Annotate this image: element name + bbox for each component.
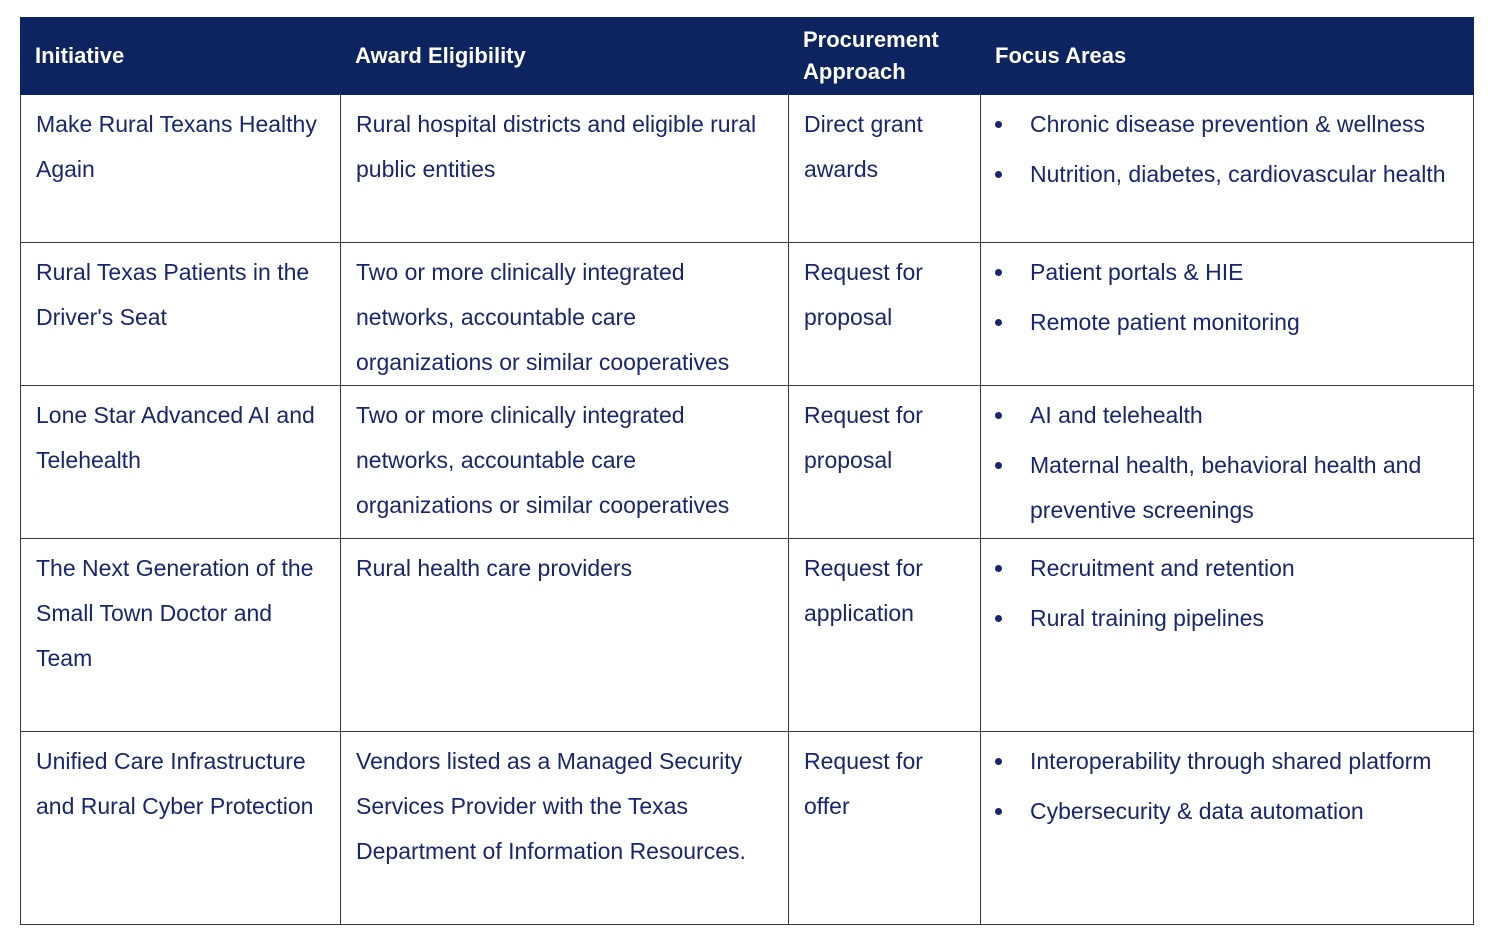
- procurement-cell: Direct grant awards: [789, 95, 981, 243]
- table-row: [21, 243, 1474, 386]
- focus-areas-cell: [981, 243, 1474, 386]
- table-header-row: [21, 18, 1474, 95]
- list-item: [981, 152, 1465, 197]
- procurement-cell: Request for offer: [789, 732, 981, 925]
- bullet-icon: [995, 171, 1002, 178]
- initiative-cell: Rural Texas Patients in the Driver's Seat: [21, 243, 341, 386]
- eligibility-cell: Vendors listed as a Managed Security Services Provider with the Texas Department of Information Resources.: [341, 732, 789, 925]
- list-item: [981, 596, 1465, 641]
- focus-item-text: Remote patient monitoring: [1030, 309, 1300, 335]
- focus-list: [981, 250, 1465, 345]
- initiative-cell: The Next Generation of the Small Town Doctor and Team: [21, 539, 341, 732]
- eligibility-cell: Rural hospital districts and eligible rural public entities: [341, 95, 789, 243]
- table-row: [21, 732, 1474, 925]
- bullet-icon: [995, 319, 1002, 326]
- bullet-icon: [995, 758, 1002, 765]
- initiative-cell: Make Rural Texans Healthy Again: [21, 95, 341, 243]
- focus-item-text: Rural training pipelines: [1030, 605, 1264, 631]
- focus-item-text: Chronic disease prevention & wellness: [1030, 111, 1426, 137]
- procurement-cell: Request for proposal: [789, 386, 981, 539]
- initiatives-table: [20, 17, 1474, 925]
- bullet-icon: [995, 462, 1002, 469]
- procurement-cell: Request for proposal: [789, 243, 981, 386]
- bullet-icon: [995, 565, 1002, 572]
- list-item: [981, 250, 1465, 295]
- bullet-icon: [995, 269, 1002, 276]
- bullet-icon: [995, 615, 1002, 622]
- bullet-icon: [995, 121, 1002, 128]
- focus-item-text: Maternal health, behavioral health and preventive screenings: [1030, 452, 1422, 523]
- focus-list: [981, 546, 1465, 641]
- table-row: [21, 386, 1474, 539]
- table-row: [21, 95, 1474, 243]
- eligibility-cell: Rural health care providers: [341, 539, 789, 732]
- list-item: [981, 102, 1465, 147]
- list-item: [981, 443, 1465, 533]
- focus-list: [981, 393, 1465, 533]
- initiative-cell: Lone Star Advanced AI and Telehealth: [21, 386, 341, 539]
- procurement-cell: Request for application: [789, 539, 981, 732]
- initiatives-table-container: [20, 17, 1473, 925]
- focus-areas-cell: [981, 95, 1474, 243]
- focus-list: [981, 739, 1465, 834]
- bullet-icon: [995, 412, 1002, 419]
- bullet-icon: [995, 808, 1002, 815]
- initiative-cell: Unified Care Infrastructure and Rural Cyber Protection: [21, 732, 341, 925]
- list-item: [981, 789, 1465, 834]
- focus-areas-cell: [981, 539, 1474, 732]
- header-initiative: Initiative: [21, 18, 341, 95]
- focus-areas-cell: [981, 386, 1474, 539]
- eligibility-cell: Two or more clinically integrated networks, accountable care organizations or similar cooperatives: [341, 243, 789, 386]
- focus-item-text: Cybersecurity & data automation: [1030, 798, 1364, 824]
- focus-item-text: Nutrition, diabetes, cardiovascular health: [1030, 161, 1446, 187]
- header-procurement-approach: Procurement Approach: [789, 18, 981, 95]
- list-item: [981, 739, 1465, 784]
- focus-item-text: Recruitment and retention: [1030, 555, 1295, 581]
- list-item: [981, 300, 1465, 345]
- table-row: [21, 539, 1474, 732]
- header-focus-areas: Focus Areas: [981, 18, 1474, 95]
- list-item: [981, 546, 1465, 591]
- focus-item-text: AI and telehealth: [1030, 402, 1203, 428]
- list-item: [981, 393, 1465, 438]
- focus-list: [981, 102, 1465, 197]
- eligibility-cell: Two or more clinically integrated networks, accountable care organizations or similar cooperatives: [341, 386, 789, 539]
- focus-areas-cell: [981, 732, 1474, 925]
- focus-item-text: Patient portals & HIE: [1030, 259, 1244, 285]
- focus-item-text: Interoperability through shared platform: [1030, 748, 1432, 774]
- header-award-eligibility: Award Eligibility: [341, 18, 789, 95]
